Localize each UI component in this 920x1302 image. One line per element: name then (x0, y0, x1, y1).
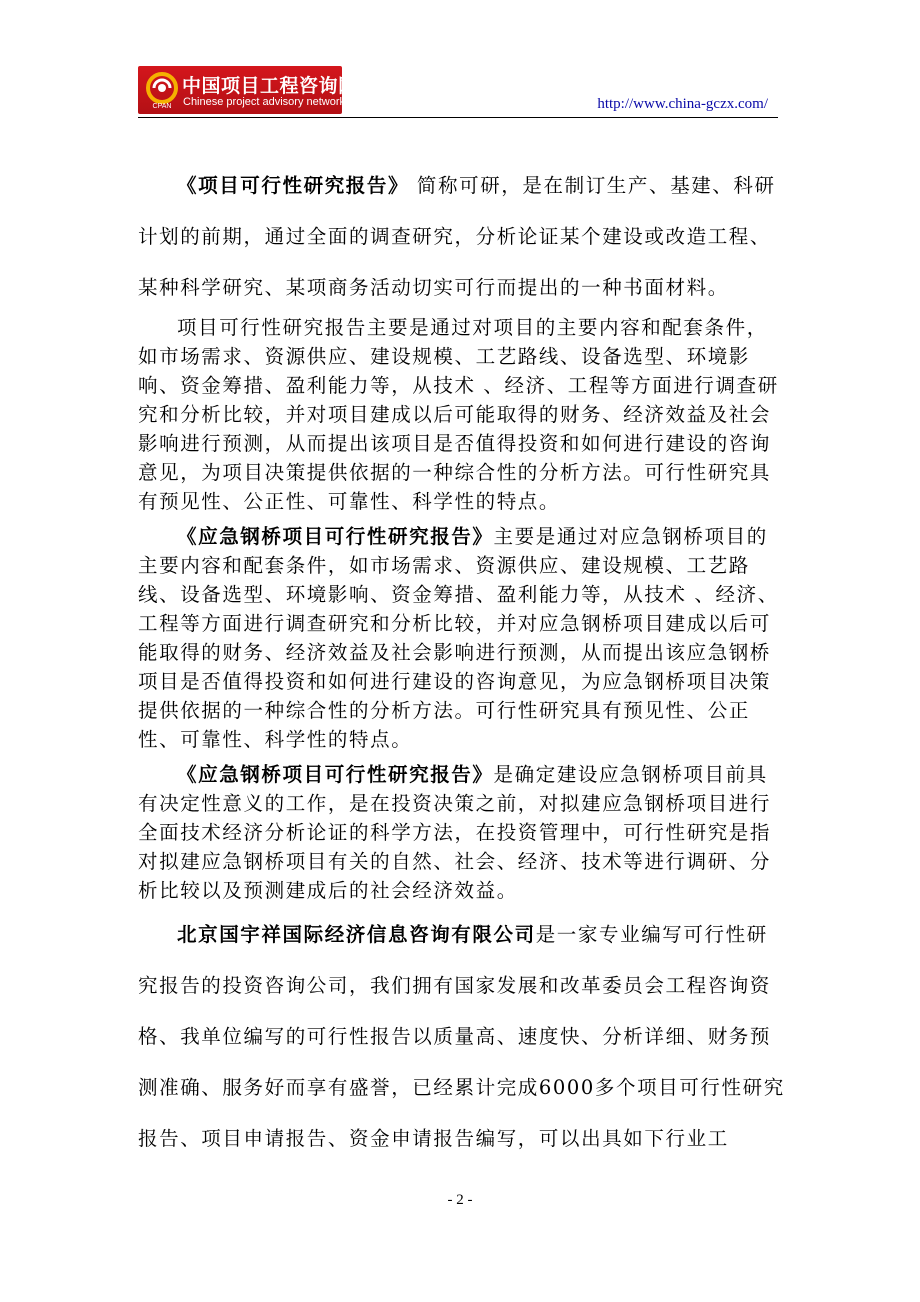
logo-emblem-text: CPAN (152, 103, 172, 110)
paragraph-5-text: 是一家专业编写可行性研究报告的投资咨询公司，我们拥有国家发展和改革委员会工程咨询资格、我单位编写的可行性报告以质量高、速度快、分析详细、财务预测准确、服务好而享有盛誉，已经累计完成6000多个项目可行性研究报告、项目申请报告、资金申请报告编写，可以出具如下行业工 (138, 923, 785, 1150)
paragraph-5 (138, 909, 786, 1164)
paragraph-4 (138, 760, 786, 905)
logo-title-en: Chinese project advisory network (183, 96, 346, 108)
paragraph-4-title: 《应急钢桥项目可行性研究报告》 (177, 763, 494, 786)
paragraph-3-text: 主要是通过对应急钢桥项目的主要内容和配套条件，如市场需求、资源供应、建设规模、工艺路线、设备选型、环境影响、资金筹措、盈利能力等，从技术 、经济、工程等方面进行调查研究和分析比较，并对应急钢桥项目建成以后可能取得的财务、经济效益及社会影响进行预测，从而提出该应急钢桥项目是否值得投资和如何进行建设的咨询意见，为应急钢桥项目决策提供依据的一种综合性的分析方法。可行性研究具有预见性、公正性、可靠性、科学性的特点。 (138, 525, 779, 751)
logo-emblem-icon (142, 70, 182, 110)
paragraph-5-title: 北京国宇祥国际经济信息咨询有限公司 (177, 923, 536, 946)
paragraph-2 (138, 313, 786, 516)
paragraph-1 (138, 160, 786, 313)
paragraph-3-title: 《应急钢桥项目可行性研究报告》 (177, 525, 494, 548)
document-body (138, 160, 786, 1164)
page-number: - 2 - (447, 1192, 473, 1208)
header-divider (138, 117, 778, 118)
paragraph-2-text: 项目可行性研究报告主要是通过对项目的主要内容和配套条件，如市场需求、资源供应、建设规模、工艺路线、设备选型、环境影响、资金筹措、盈利能力等，从技术 、经济、工程等方面进行调查研究和分析比较，并对项目建成以后可能取得的财务、经济效益及社会影响进行预测，从而提出该项目是否值得投资和如何进行建设的咨询意见，为项目决策提供依据的一种综合性的分析方法。可行性研究具有预见性、公正性、可靠性、科学性的特点。 (138, 316, 779, 513)
paragraph-4-text: 是确定建设应急钢桥项目前具有决定性意义的工作，是在投资决策之前，对拟建应急钢桥项目进行全面技术经济分析论证的科学方法，在投资管理中，可行性研究是指对拟建应急钢桥项目有关的自然、社会、经济、技术等进行调研、分析比较以及预测建成后的社会经济效益。 (138, 763, 772, 902)
site-logo[interactable] (138, 66, 358, 114)
header-url-link[interactable]: http://www.china-gczx.com/ (597, 96, 768, 112)
logo-title-cn: 中国项目工程咨询网 (182, 75, 358, 97)
paragraph-1-title: 《项目可行性研究报告》 (177, 174, 410, 197)
paragraph-3 (138, 522, 786, 754)
paragraph-1-text: 简称可研，是在制订生产、基建、科研计划的前期，通过全面的调查研究，分析论证某个建设或改造工程、某种科学研究、某项商务活动切实可行而提出的一种书面材料。 (138, 174, 776, 299)
